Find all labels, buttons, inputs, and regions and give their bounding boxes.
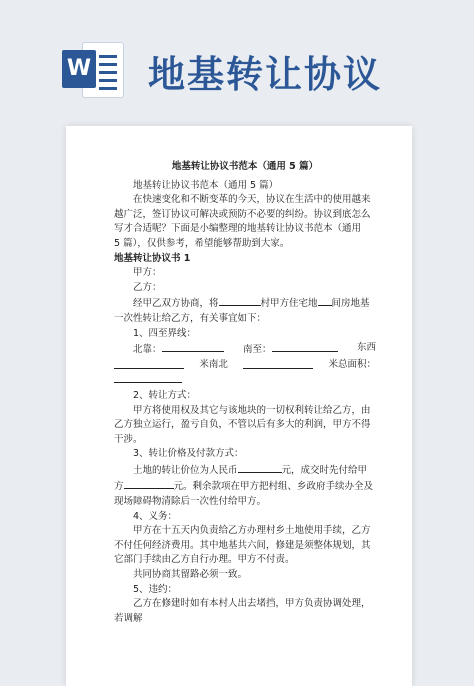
- party-a-label: 甲方：: [133, 267, 162, 279]
- intro-paragraph: 在快速变化和不断变革的今天，协议在生活中的使用越来越广泛，签订协议可解决或预防不必要的纠纷。协议到底怎么写才合适呢？下面是小编整理的地基转让协议书范本（通用 5 篇），仅供参考，希望能够帮助到大家。: [114, 194, 371, 249]
- blank-line: [162, 341, 224, 352]
- agreement-paragraph: [114, 295, 376, 326]
- blank-line: [272, 341, 338, 352]
- eastwest-label: 东西: [356, 342, 376, 354]
- clause-2-heading: 2、转让方式：: [133, 389, 197, 401]
- clause-1-heading: 1、四至界线：: [133, 327, 197, 339]
- yuan-label: 元。: [173, 481, 193, 493]
- page-title: 地基转让协议: [148, 53, 382, 96]
- word-document-icon: [62, 38, 124, 100]
- agree-text-pre: 经甲乙双方协商，将: [133, 298, 219, 310]
- boundary-row-2: [114, 358, 376, 373]
- blank-line: [124, 478, 174, 489]
- clause-5-text: 乙方在修建时如有本村人出去堵挡，甲方负责协调处理，若调解: [114, 598, 371, 624]
- blank-line: [114, 372, 182, 383]
- party-b-label: 乙方：: [133, 281, 162, 293]
- document-title: 地基转让协议书范本（通用 5 篇）: [171, 161, 319, 172]
- clause-4-heading: 4、义务：: [133, 510, 178, 522]
- blank-line: [219, 295, 261, 306]
- price-rest: 剩余款项在甲方把村组、乡政府手续办全及现场障碍物清除后一次性付给甲方。: [114, 481, 374, 508]
- intro-line: 地基转让协议书范本（通用 5 篇）: [133, 179, 279, 191]
- clause-4-text: 甲方在十五天内负责给乙方办理村乡土地使用手续，乙方不付任何经济费用。其中地基共六间，修建是须整体规划，其它部门手续由乙方自行办理。甲方不付责。: [114, 525, 371, 566]
- price-pre: 土地的转让价位为人民币: [133, 464, 238, 476]
- south-label: 南至：: [242, 344, 272, 356]
- clause-3-heading: 3、转让价格及付款方式：: [133, 448, 244, 460]
- boundary-row: [114, 341, 376, 358]
- agree-text-post: 间房地基一次性转让给乙方，有关事宜如下：: [114, 298, 370, 324]
- boundary-south: [243, 341, 338, 358]
- price-post: 元，成交时先付给甲方: [114, 464, 368, 493]
- agree-text-mid: 村甲方住宅地: [260, 298, 318, 310]
- header-banner: [0, 0, 474, 118]
- section-heading: 地基转让协议书 1: [114, 252, 191, 264]
- blank-line: [243, 358, 313, 369]
- document-body: [114, 160, 376, 626]
- area-label: 米总面积：: [328, 358, 376, 370]
- word-badge: W: [62, 50, 96, 88]
- boundary-north: [133, 341, 224, 358]
- clause-5-heading: 5、违约：: [133, 583, 178, 595]
- mi-nanbei-label: 米南北: [199, 358, 228, 370]
- blank-line: [318, 295, 332, 306]
- north-label: 北靠：: [133, 344, 162, 356]
- blank-line: [238, 462, 282, 473]
- clause-2-text: 甲方将使用权及其它与该地块的一切权利转让给乙方，由乙方独立运行，盈亏自负，不管以后有多大的利润，甲方不得干涉。: [114, 404, 371, 445]
- blank-line: [114, 358, 184, 369]
- clause-3-text: [114, 462, 376, 510]
- clause-4-text-2: 共同协商其留路必须一致。: [133, 569, 248, 581]
- area-blank-line: [114, 372, 376, 389]
